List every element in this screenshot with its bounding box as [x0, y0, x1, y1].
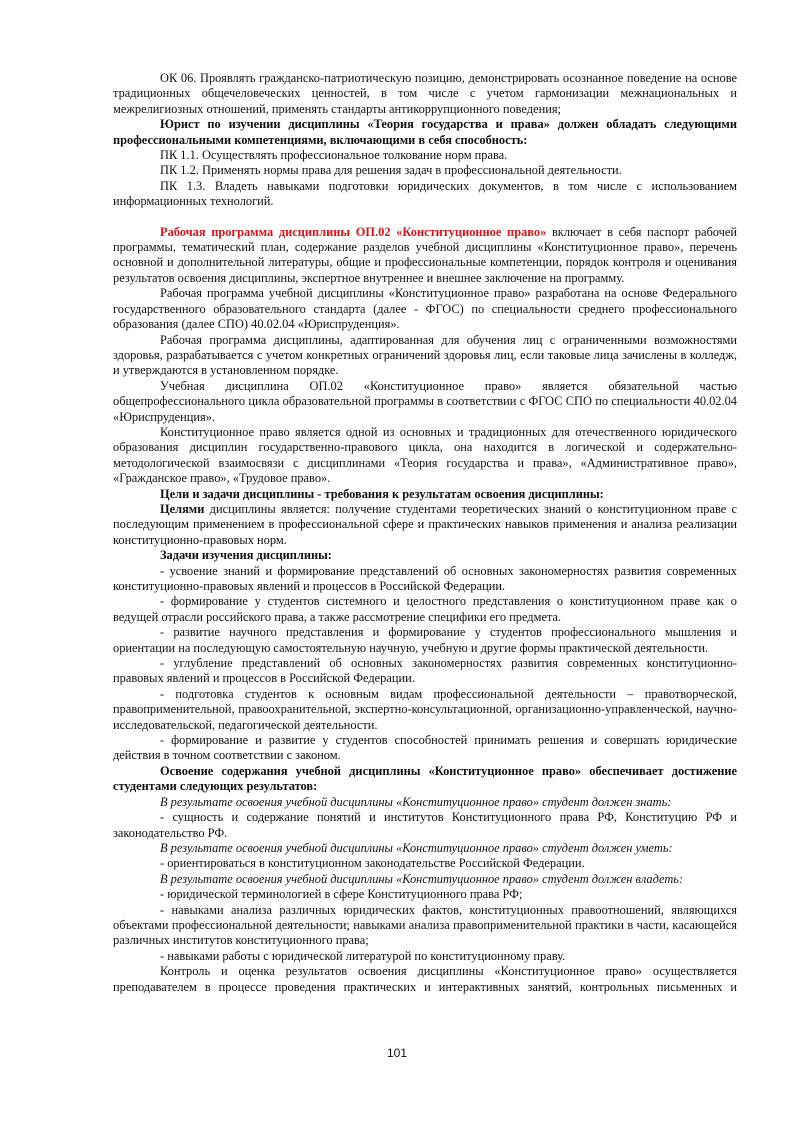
bold-text: Задачи изучения дисциплины:	[160, 548, 332, 563]
body-text: Рабочая программа учебной дисциплины «Конституционное право» разработана на основе Федерального государственного образовательного стандарта (далее - ФГОС) по специальности среднего профессионального образования (далее СПО) 40.02.04 «Юриспруденция».	[113, 286, 737, 332]
bold-text: Юрист по изучении дисциплины «Теория государства и права» должен обладать следующими профессиональными компетенциями, включающими в себя способность:	[113, 117, 737, 147]
body-text: - формирование и развитие у студентов способностей принимать решения и совершать юридические действия в точном соответствии с законом.	[113, 733, 737, 763]
body-text: Конституционное право является одной из основных и традиционных для отечественного юридического образования дисциплин государственно-правового цикла, она находится в логической и содержательно-методологической взаимосвязи с дисциплинами «Теория государства и права», «Административное право», «Гражданское право», «Трудовое право».	[113, 424, 737, 486]
paragraph	[113, 625, 737, 656]
paragraph	[113, 687, 737, 733]
paragraph	[113, 179, 737, 210]
body-text: - подготовка студентов к основным видам профессиональной деятельности – правотворческой, правоприменительной, правоохранительной, экспертно-консультационной, организационно-управленческой, научно-исследовательской, педагогической деятельности.	[113, 686, 737, 732]
paragraph	[113, 764, 737, 795]
body-text: - сущность и содержание понятий и институтов Конституционного права РФ, Конституцию РФ и законодательство РФ.	[113, 810, 737, 840]
body-text: ПК 1.3. Владеть навыками подготовки юридических документов, в том числе с использованием информационных технологий.	[113, 178, 737, 209]
paragraph	[113, 887, 737, 902]
paragraph	[113, 949, 737, 964]
body-text: - углубление представлений об основных закономерностях развития современных конституционно-правовых явлений и процессов в Российской Федерации.	[113, 656, 737, 686]
page-number: 101	[386, 1046, 408, 1060]
body-text: - навыками анализа различных юридических фактов, конституционных правоотношений, являющихся объектами профессиональной деятельности; навыками анализа правоприменительной практики в части, касающейся различных институтов конституционного права;	[113, 902, 737, 948]
paragraph	[113, 903, 737, 949]
body-text: дисциплины является: получение студентами теоретических знаний о конституционном праве с последующим применением в профессиональной сфере и практических навыков применения и анализа реализации конституционно-правовых норм.	[113, 501, 737, 547]
italic-text: В результате освоения учебной дисциплины «Конституционное право» студент должен знать:	[160, 794, 672, 809]
document-body	[113, 71, 737, 995]
body-text: ПК 1.2. Применять нормы права для решения задач в профессиональной деятельности.	[160, 163, 622, 178]
italic-text: В результате освоения учебной дисциплины «Конституционное право» студент должен владеть:	[160, 871, 684, 886]
paragraph	[113, 564, 737, 595]
paragraph	[113, 810, 737, 841]
paragraph	[113, 964, 737, 995]
body-text: ОК 06. Проявлять гражданско-патриотическую позицию, демонстрировать осознанное поведение на основе традиционных общечеловеческих ценностей, в том числе с учетом гармонизации межнациональных и межрелигиозных отношений, применять стандарты антикоррупционного поведения;	[113, 71, 737, 116]
paragraph	[113, 795, 737, 810]
paragraph	[113, 117, 737, 148]
paragraph	[113, 502, 737, 548]
paragraph	[113, 841, 737, 856]
paragraph	[113, 425, 737, 487]
paragraph	[113, 856, 737, 871]
paragraph	[113, 163, 737, 178]
paragraph	[113, 872, 737, 887]
paragraph	[113, 656, 737, 687]
body-text: ПК 1.1. Осуществлять профессиональное толкование норм права.	[160, 148, 508, 163]
italic-text: В результате освоения учебной дисциплины «Конституционное право» студент должен уметь:	[160, 840, 673, 855]
paragraph	[113, 548, 737, 563]
paragraph	[113, 71, 737, 117]
paragraph	[113, 286, 737, 332]
paragraph	[113, 333, 737, 379]
paragraph	[113, 733, 737, 764]
bold-text: Освоение содержания учебной дисциплины «Конституционное право» обеспечивает достижение студентами следующих результатов:	[113, 763, 737, 794]
body-text: - ориентироваться в конституционном законодательстве Российской Федерации.	[160, 856, 585, 871]
body-text: - развитие научного представления и формирование у студентов профессионального мышления и ориентации на последующую самостоятельную научную, учебную и другие формы практической деятельности.	[113, 625, 737, 655]
body-text: Учебная дисциплина ОП.02 «Конституционное право» является обязательной частью общепрофессионального цикла образовательной программы в соответствии с ФГОС СПО по специальности 40.02.04 «Юриспруденция».	[113, 378, 737, 424]
paragraph	[113, 594, 737, 625]
body-text: Рабочая программа дисциплины, адаптированная для обучения лиц с ограниченными возможностями здоровья, разрабатывается с учетом конкретных ограничений здоровья лиц, если таковые лица зачислены в колледж, и утверждаются в установленном порядке.	[113, 332, 737, 378]
bold-text: Цели и задачи дисциплины - требования к результатам освоения дисциплины:	[160, 486, 604, 501]
body-text: - формирование у студентов системного и целостного представления о конституционном праве как о ведущей отрасли российского права, а также рассмотрение специфики его предмета.	[113, 594, 737, 624]
paragraph	[113, 148, 737, 163]
paragraph	[113, 487, 737, 502]
paragraph	[113, 225, 737, 287]
paragraph	[113, 379, 737, 425]
paragraph-gap	[113, 210, 737, 225]
body-text: - навыками работы с юридической литературой по конституционному праву.	[160, 948, 566, 963]
bold-text: Целями	[160, 501, 205, 516]
body-text: - юридической терминологией в сфере Конституционного права РФ;	[160, 887, 523, 902]
body-text: Контроль и оценка результатов освоения дисциплины «Конституционное право» осуществляется преподавателем в процессе проведения практических и интерактивных занятий, контрольных письменных и	[113, 964, 737, 994]
highlighted-title: Рабочая программа дисциплины ОП.02 «Конституционное право»	[160, 224, 547, 239]
body-text: включает в себя паспорт рабочей программы, тематический план, содержание разделов учебной дисциплины «Конституционное право», перечень основной и дополнительной литературы, общие и профессиональные компетенции, порядок контроля и оценивания результатов освоения дисциплины, экспертное внутреннее и внешнее заключение на программу.	[113, 224, 737, 285]
body-text: - усвоение знаний и формирование представлений об основных закономерностях развития современных конституционно-правовых явлений и процессов в Российской Федерации.	[113, 563, 737, 593]
